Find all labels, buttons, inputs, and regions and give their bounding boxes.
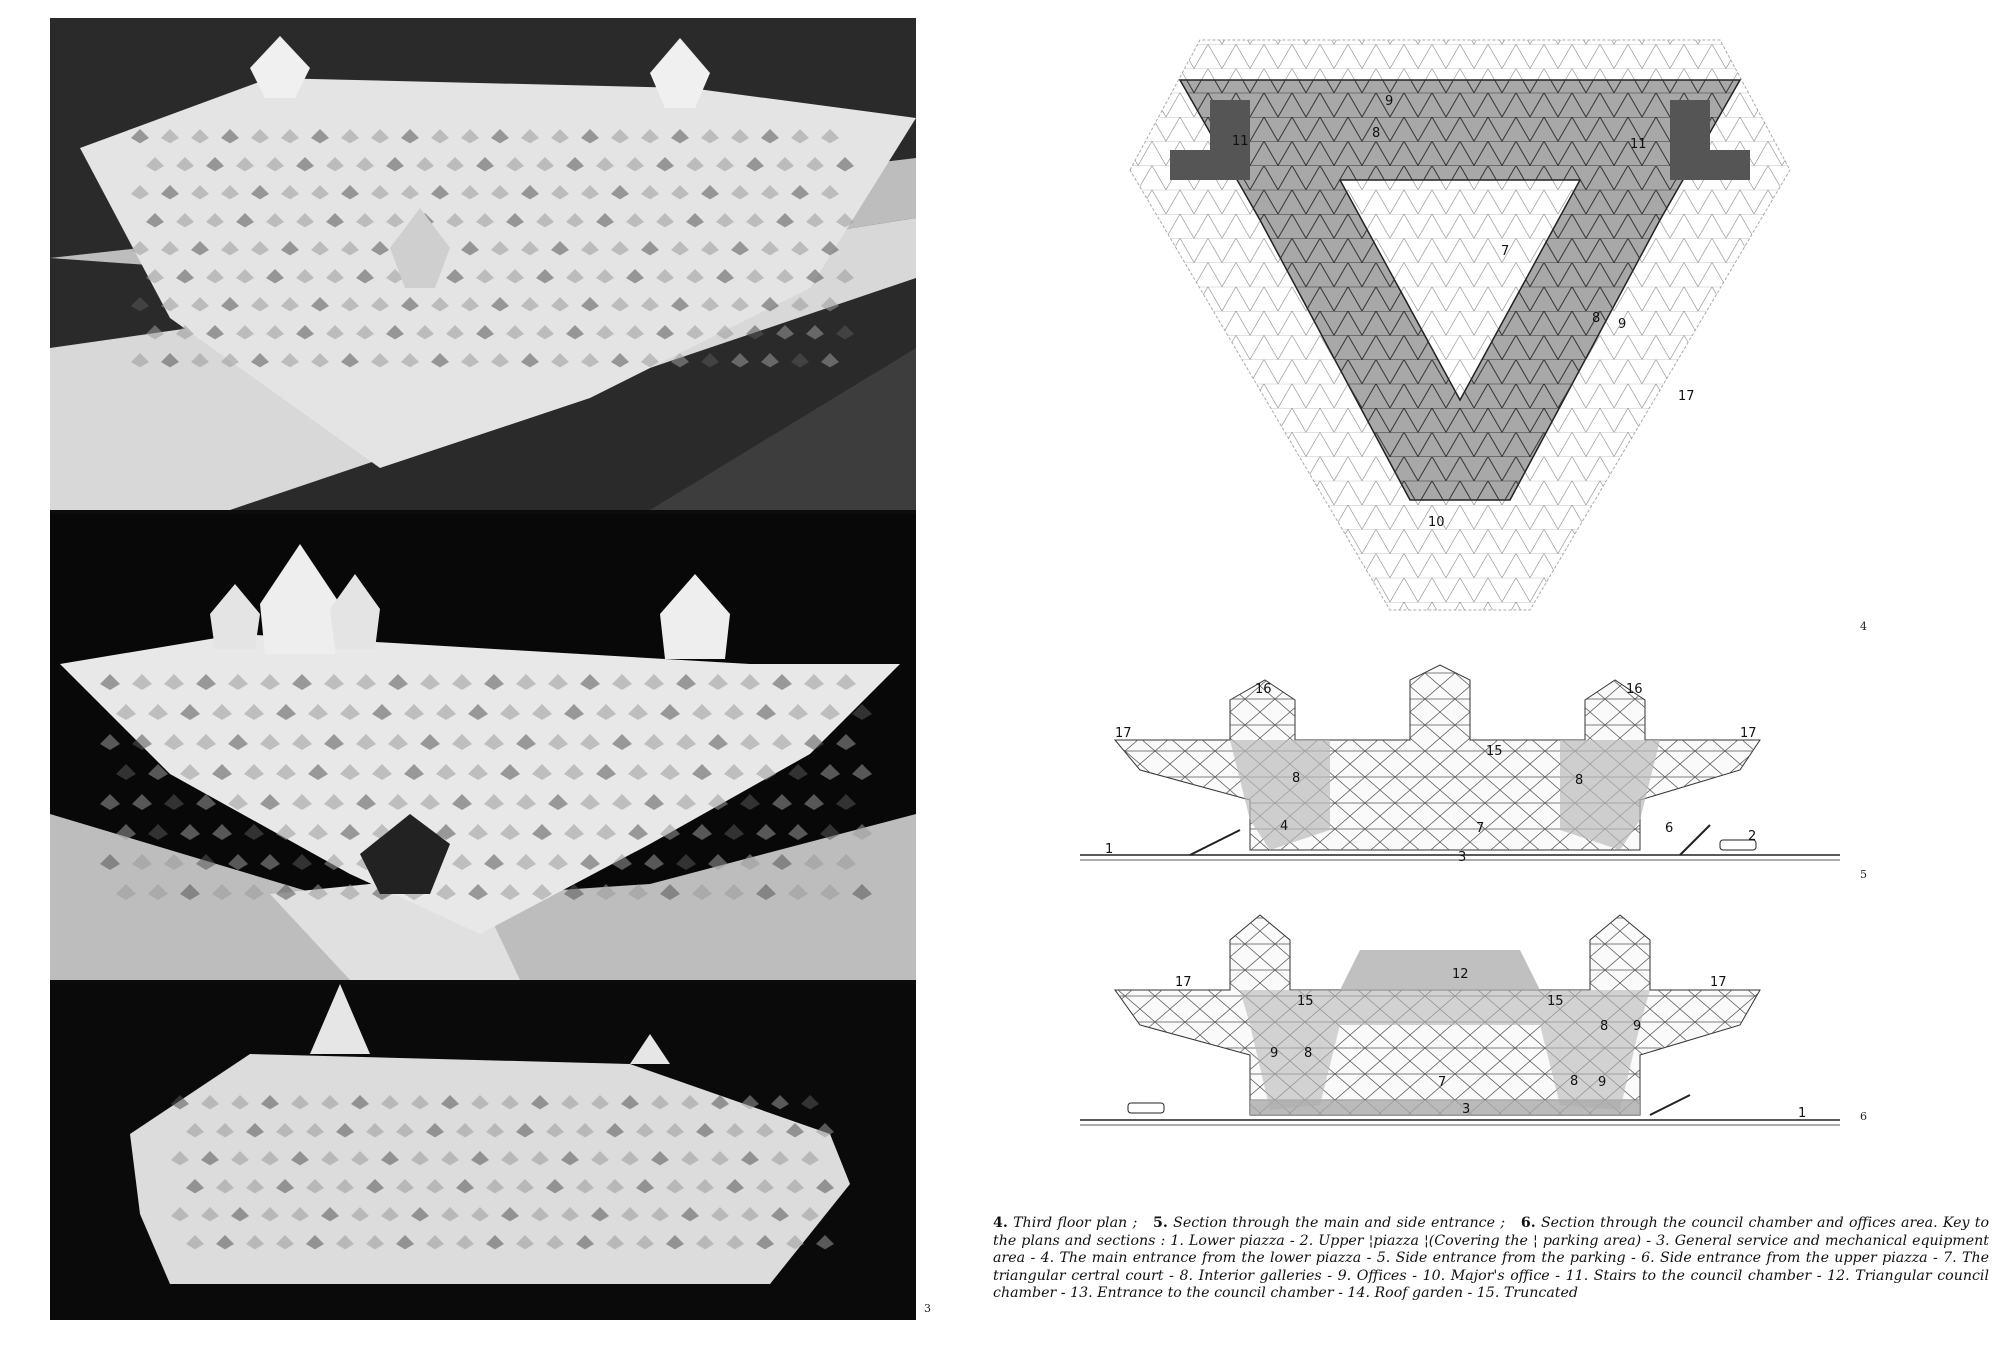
sec5-label-main-entrance: 4 [1280,819,1289,834]
figure-number-6: 6 [1860,1110,1867,1123]
plan-label-galleries-right: 8 [1592,311,1601,326]
model-photo-bottom [50,984,916,1320]
sec5-label-center-top: 15 [1486,744,1503,759]
figure-number-4: 4 [1860,620,1867,633]
caption-fig6-text: Section through the council chamber and offices area. [1540,1215,1938,1231]
sec6-label-offices-right: 9 [1633,1019,1642,1034]
sec6-label-lower-piazza: 1 [1798,1106,1807,1121]
sec5-label-lower-piazza: 1 [1105,842,1114,857]
caption-fig4-text: Third floor plan ; [1013,1215,1138,1231]
caption-fig5-number: 5. [1153,1215,1168,1231]
model-photo-middle [50,514,916,980]
sec5-label-side-entrance: 6 [1665,821,1674,836]
sec5-label-service: 3 [1458,850,1467,865]
sec5-label-left-edge: 17 [1115,726,1132,741]
plan-label-central-court: 7 [1501,244,1510,259]
plan-label-edge: 17 [1678,389,1695,404]
sec6-label-left-edge: 17 [1175,975,1192,990]
sec5-label-right-edge: 17 [1740,726,1757,741]
sec5-label-left-top: 16 [1255,682,1272,697]
sec5-label-court: 7 [1476,821,1485,836]
plan-label-offices-right: 9 [1618,317,1627,332]
sec6-label-service: 3 [1462,1102,1471,1117]
photo-figure-number: 3 [924,1302,931,1315]
figure-caption [993,1215,1989,1303]
figure-number-5: 5 [1860,868,1867,881]
plan-label-stairs-right: 11 [1630,137,1647,152]
sec5-label-right-top: 16 [1626,682,1643,697]
photo-column [50,18,916,1320]
sec6-label-right-edge: 17 [1710,975,1727,990]
sec6-label-galleries-left: 8 [1304,1046,1313,1061]
sec5-label-galleries-left: 8 [1292,771,1301,786]
sec5-label-upper-piazza: 2 [1748,829,1757,844]
sec5-label-galleries-right: 8 [1575,773,1584,788]
caption-fig4-number: 4. [993,1215,1008,1231]
caption-key: Key to the plans and sections : 1. Lower piazza - 2. Upper ¦piazza ¦(Covering the ¦ parking area) - 3. General service and mechanical equipment area - 4. The main entrance from the lower piazza - 5. Side entrance from the parking - 6. Side entrance from the upper piazza - 7. The triangular certral court - 8. Interior galleries - 9. Offices - 10. Major's office - 11. Stairs to the council chamber - 12. Triangular council chamber - 13. Entrance to the council chamber - 14. Roof garden - 15. Truncated [993,1215,1990,1302]
model-photo-top [50,18,916,510]
sec6-label-truncated-left: 15 [1297,994,1314,1009]
plan-label-stairs-left: 11 [1232,134,1249,149]
sec6-label-offices-left: 9 [1270,1046,1279,1061]
section-council-chamber [1080,905,1840,1135]
plan-label-offices-top: 9 [1385,94,1394,109]
caption-fig5-text: Section through the main and side entrance ; [1173,1215,1506,1231]
sec6-label-truncated-right: 15 [1547,994,1564,1009]
sec6-label-offices-right-low: 9 [1598,1075,1607,1090]
sec6-label-council-chamber: 12 [1452,967,1469,982]
sec6-label-galleries-right: 8 [1600,1019,1609,1034]
sec6-label-galleries-right-low: 8 [1570,1074,1579,1089]
third-floor-plan [1110,20,1810,620]
caption-fig6-number: 6. [1520,1215,1536,1231]
section-main-entrance [1080,660,1840,890]
plan-label-majors-office: 10 [1428,515,1445,530]
plan-label-galleries-top: 8 [1372,126,1381,141]
sec6-label-court: 7 [1438,1075,1447,1090]
